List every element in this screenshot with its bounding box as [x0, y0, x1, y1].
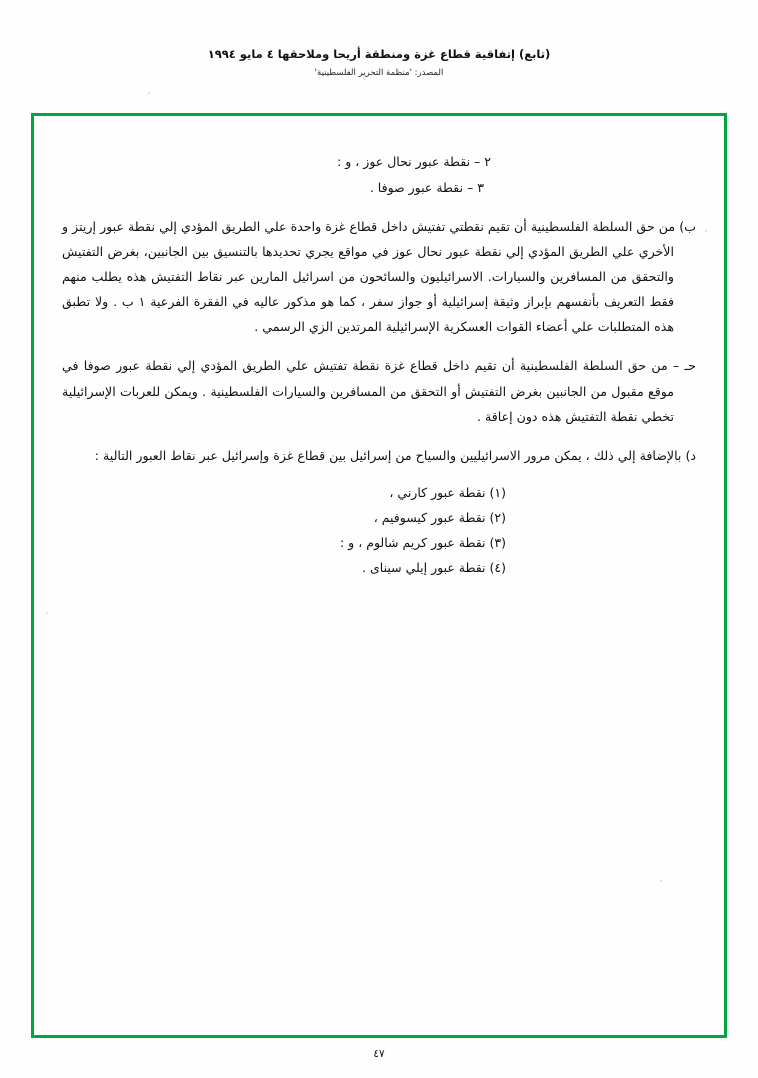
paragraph-b [62, 214, 696, 340]
crossing-points-list [62, 480, 696, 580]
header-source: المصدر: 'منظمة التحرير الفلسطينية' [314, 68, 444, 79]
paragraph-text: من حق السلطة الفلسطينية أن تقيم داخل قطاع غزة نقطة تفتيش علي الطريق المؤدي إلي نقطة عبور صوفا في موقع مقبول من الجانبين بغرض التفتيش أو التحقق من المسافرين والسيارات الفلسطينية . ويمكن للعربات الإسرائيلية تخطي نقطة التفتيش هذه دون إعاقة . [62, 358, 674, 424]
list-item: (٢) نقطة عبور كيسوفيم ، [373, 510, 506, 526]
paragraph-text: بالإضافة إلي ذلك ، يمكن مرور الاسرائيليين والسياح من إسرائيل بين قطاع غزة وإسرائيل عبر نقاط العبور التالية : [94, 448, 682, 463]
paragraph-d [62, 443, 696, 468]
header-title: (تابع) إتفاقية قطاع غزة ومنطقة أريحا وملاحقها ٤ مايو ١٩٩٤ [207, 47, 551, 61]
list-item: (١) نقطة عبور كارني ، [389, 485, 506, 501]
paragraph-marker: حـ – [672, 358, 696, 374]
paragraph-text: من حق السلطة الفلسطينية أن تقيم نقطتي تفتيش داخل قطاع غزة واحدة علي الطريق المؤدي إلي نقطة عبور إريتز و الأخري علي الطريق المؤدي إلي نقطة عبور نحال عوز في مواقع يجري تحديدها بالتنسيق بين الجانبين، بغرض التفتيش والتحقق من المسافرين والسيارات. الاسرائيليون والسائحون من اسرائيل المارين عبر نقاط التفتيش هذه يطلب منهم فقط التعريف بأنفسهم بإبراز وثيقة إسرائيلية أو جواز سفر ، كما هو مذكور عاليه في الفقرة الفرعية ١ ب . ولا تطبق هذه المتطلبات علي أعضاء القوات العسكرية الإسرائيلية المرتدين الزي الرسمي . [62, 218, 676, 335]
document-body [62, 150, 696, 948]
list-item: ٢ – نقطة عبور نحال عوز ، و : [337, 154, 491, 169]
paragraph-marker: ب) [679, 218, 696, 234]
paragraph-marker: د) [685, 448, 696, 463]
page-number: ٤٧ [373, 1048, 385, 1060]
list-item: ٣ – نقطة عبور صوفا . [369, 179, 484, 195]
scan-speck [705, 230, 707, 232]
list-item: (٣) نقطة عبور كريم شالوم ، و : [340, 535, 506, 551]
scan-speck [46, 612, 48, 614]
scan-speck [660, 880, 662, 882]
list-item: (٤) نقطة عبور إيلي سيناى . [362, 560, 506, 576]
paragraph-c [62, 353, 696, 429]
page-header [0, 46, 758, 80]
scan-speck [148, 92, 150, 94]
